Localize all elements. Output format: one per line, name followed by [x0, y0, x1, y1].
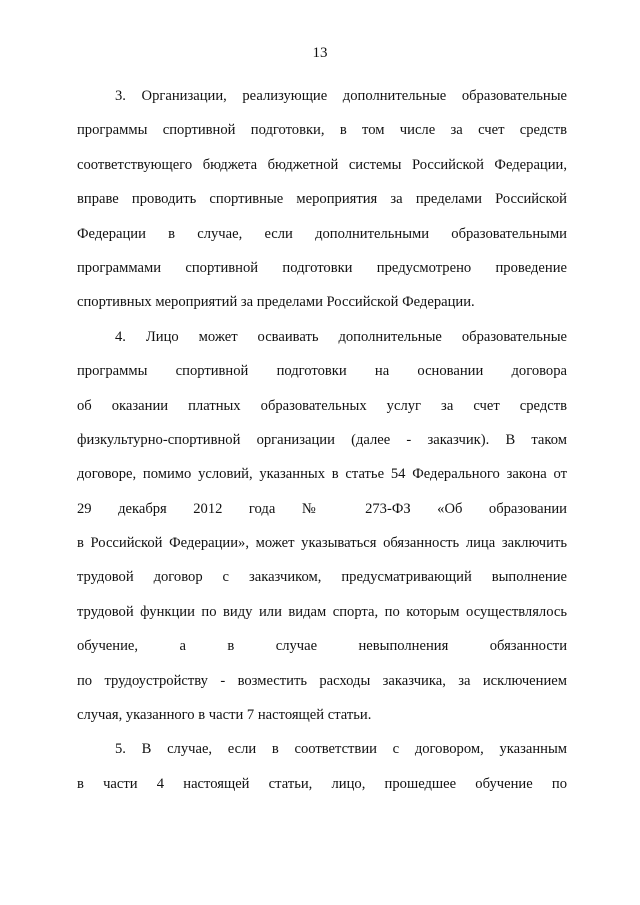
paragraph-line: случая, указанного в части 7 настоящей статьи. — [77, 707, 372, 724]
paragraph-5 — [77, 732, 567, 801]
paragraph-line: 29 декабря 2012 года № 273-ФЗ «Об образовании — [77, 500, 567, 517]
paragraph-3 — [77, 79, 567, 320]
paragraph-line: вправе проводить спортивные мероприятия за пределами Российской — [77, 191, 567, 208]
paragraph-line: трудовой договор с заказчиком, предусматривающий выполнение — [77, 569, 567, 586]
paragraph-line: спортивных мероприятий за пределами Российской Федерации. — [77, 294, 475, 311]
paragraph-line: Федерации в случае, если дополнительными образовательными — [77, 225, 567, 242]
paragraph-line: 3. Организации, реализующие дополнительные образовательные — [115, 88, 567, 104]
paragraph-line: программы спортивной подготовки, в том числе за счет средств — [77, 122, 567, 139]
page-number: 13 — [312, 45, 328, 61]
paragraph-line: в части 4 настоящей статьи, лицо, прошедшее обучение по — [77, 775, 567, 792]
paragraph-line: физкультурно-спортивной организации (далее - заказчик). В таком — [77, 431, 567, 448]
paragraph-line: программы спортивной подготовки на основании договора — [77, 363, 567, 380]
paragraph-line: соответствующего бюджета бюджетной системы Российской Федерации, — [77, 156, 567, 173]
paragraph-line: программами спортивной подготовки предусмотрено проведение — [77, 259, 567, 276]
paragraph-line: по трудоустройству - возместить расходы заказчика, за исключением — [77, 672, 567, 689]
paragraph-line: 5. В случае, если в соответствии с договором, указанным — [115, 741, 567, 758]
document-body — [77, 79, 567, 801]
paragraph-line: 4. Лицо может осваивать дополнительные образовательные — [115, 328, 567, 345]
paragraph-4 — [77, 320, 567, 733]
paragraph-line: обучение, а в случае невыполнения обязанности — [77, 638, 567, 655]
paragraph-line: в Российской Федерации», может указываться обязанность лица заключить — [77, 535, 567, 552]
paragraph-line: трудовой функции по виду или видам спорта, по которым осуществлялось — [77, 603, 567, 620]
paragraph-line: договоре, помимо условий, указанных в статье 54 Федерального закона от — [77, 466, 567, 483]
paragraph-line: об оказании платных образовательных услуг за счет средств — [77, 397, 567, 414]
